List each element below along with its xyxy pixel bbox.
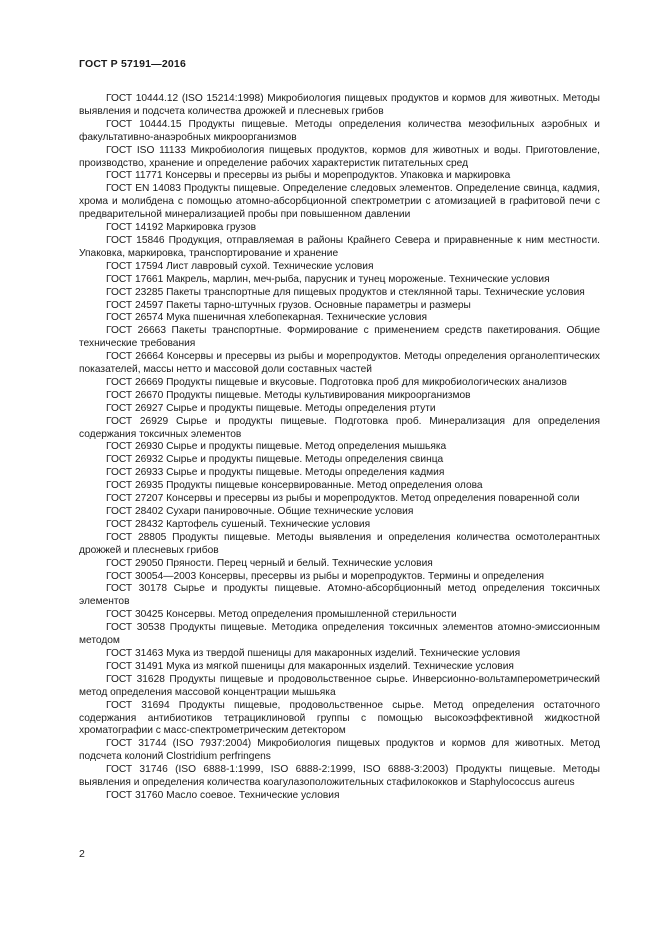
reference-item: ГОСТ 30054—2003 Консервы, пресервы из рыбы и морепродуктов. Термины и определения bbox=[106, 570, 545, 582]
reference-item: ГОСТ 31463 Мука из твердой пшеницы для макаронных изделий. Технические условия bbox=[106, 647, 521, 659]
reference-item: ГОСТ 29050 Пряности. Перец черный и белый. Технические условия bbox=[106, 557, 433, 569]
reference-item: ГОСТ 26574 Мука пшеничная хлебопекарная. Технические условия bbox=[106, 312, 427, 324]
reference-item: ГОСТ 26927 Сырье и продукты пищевые. Методы определения ртути bbox=[106, 402, 436, 414]
reference-item: ГОСТ 23285 Пакеты транспортные для пищевых продуктов и стеклянной тары. Технические условия bbox=[106, 286, 585, 298]
reference-item: ГОСТ 31628 Продукты пищевые и продовольственное сырье. Инверсионно-вольтамперометрический метод определения массовой концентрации мышьяка bbox=[79, 673, 600, 698]
reference-item: ГОСТ 28805 Продукты пищевые. Методы выявления и определения количества осмотолерантных дрожжей и плесневых грибов bbox=[79, 531, 600, 556]
reference-item: ГОСТ 31694 Продукты пищевые, продовольственное сырье. Метод определения остаточного содержания антибиотиков тетрациклиновой группы с помощью высокоэффективной жидкостной хроматографии с масс-спектрометрическим детектором bbox=[79, 699, 600, 737]
reference-item: ГОСТ 30178 Сырье и продукты пищевые. Атомно-абсорбционный метод определения токсичных элементов bbox=[79, 583, 600, 608]
reference-item: ГОСТ 10444.12 (ISO 15214:1998) Микробиология пищевых продуктов и кормов для животных. Методы выявления и подсчета количества дрожжей и плесневых грибов bbox=[79, 93, 600, 117]
normative-references-list bbox=[79, 93, 600, 803]
reference-item: ГОСТ 26935 Продукты пищевые консервированные. Метод определения олова bbox=[106, 480, 483, 492]
page-number: 2 bbox=[79, 848, 85, 860]
reference-item: ГОСТ ISO 11133 Микробиология пищевых продуктов, кормов для животных и воды. Приготовление, производство, хранение и определение рабочих характеристик питательных сред bbox=[79, 144, 600, 169]
reference-item: ГОСТ 28432 Картофель сушеный. Технические условия bbox=[106, 518, 371, 530]
reference-item: ГОСТ 26932 Сырье и продукты пищевые. Методы определения свинца bbox=[106, 454, 444, 466]
reference-item: ГОСТ 31744 (ISO 7937:2004) Микробиология пищевых продуктов и кормов для животных. Метод подсчета колоний Clostridium perfringens bbox=[79, 738, 600, 763]
reference-item: ГОСТ EN 14083 Продукты пищевые. Определение следовых элементов. Определение свинца, кадмия, хрома и молибдена с помощью атомно-абсорбционной спектрометрии с атомизацией в графитовой печи с предварительной минерализацией пробы при повышенном давлении bbox=[79, 183, 600, 221]
reference-item: ГОСТ 24597 Пакеты тарно-штучных грузов. Основные параметры и размеры bbox=[106, 299, 471, 311]
reference-item: ГОСТ 11771 Консервы и пресервы из рыбы и морепродуктов. Упаковка и маркировка bbox=[106, 170, 511, 182]
reference-item: ГОСТ 26664 Консервы и пресервы из рыбы и морепродуктов. Методы определения органолептических показателей, массы нетто и массовой доли составных частей bbox=[79, 351, 600, 376]
reference-item: ГОСТ 26669 Продукты пищевые и вкусовые. Подготовка проб для микробиологических анализов bbox=[106, 376, 567, 388]
reference-item: ГОСТ 14192 Маркировка грузов bbox=[106, 222, 257, 234]
reference-item: ГОСТ 26663 Пакеты транспортные. Формирование с применением средств пакетирования. Общие технические требования bbox=[79, 325, 600, 350]
reference-item: ГОСТ 17594 Лист лавровый сухой. Технические условия bbox=[106, 260, 374, 272]
reference-item: ГОСТ 15846 Продукция, отправляемая в районы Крайнего Севера и приравненные к ним местности. Упаковка, маркировка, транспортирование и хранение bbox=[79, 234, 600, 259]
reference-item: ГОСТ 26929 Сырье и продукты пищевые. Подготовка проб. Минерализация для определения содержания токсичных элементов bbox=[79, 415, 600, 440]
reference-item: ГОСТ 30425 Консервы. Метод определения промышленной стерильности bbox=[106, 609, 457, 621]
reference-item: ГОСТ 31760 Масло соевое. Технические условия bbox=[106, 789, 340, 801]
reference-item: ГОСТ 27207 Консервы и пресервы из рыбы и морепродуктов. Метод определения поваренной соли bbox=[106, 493, 580, 505]
reference-item: ГОСТ 17661 Макрель, марлин, меч-рыба, парусник и тунец мороженые. Технические условия bbox=[106, 273, 550, 285]
reference-item: ГОСТ 30538 Продукты пищевые. Методика определения токсичных элементов атомно-эмиссионным методом bbox=[79, 622, 600, 647]
reference-item: ГОСТ 28402 Сухари панировочные. Общие технические условия bbox=[106, 506, 414, 517]
reference-item: ГОСТ 31746 (ISO 6888-1:1999, ISO 6888-2:1999, ISO 6888-3:2003) Продукты пищевые. Методы выявления и определения количества коагулазоположительных стафилококков и Staphylococcus aureus bbox=[79, 764, 600, 789]
reference-item: ГОСТ 26670 Продукты пищевые. Методы культивирования микроорганизмов bbox=[106, 389, 471, 401]
reference-item: ГОСТ 26930 Сырье и продукты пищевые. Метод определения мышьяка bbox=[106, 441, 447, 453]
reference-item: ГОСТ 10444.15 Продукты пищевые. Методы определения количества мезофильных аэробных и факультативно-анаэробных микроорганизмов bbox=[79, 118, 600, 143]
reference-item: ГОСТ 31491 Мука из мягкой пшеницы для макаронных изделий. Технические условия bbox=[106, 660, 514, 672]
reference-item: ГОСТ 26933 Сырье и продукты пищевые. Методы определения кадмия bbox=[106, 467, 445, 479]
document-header: ГОСТ Р 57191—2016 bbox=[79, 58, 187, 70]
